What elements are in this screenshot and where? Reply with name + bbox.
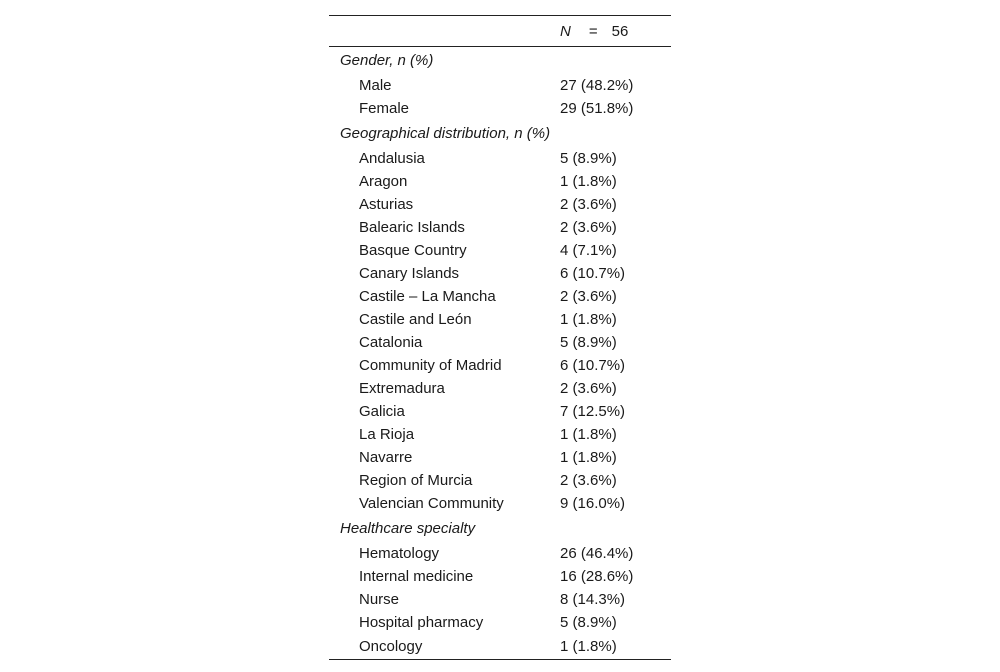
table-row (329, 97, 671, 120)
row-label: Aragon (359, 173, 408, 190)
row-value: 2 (3.6%) (560, 288, 617, 305)
table-row (329, 377, 671, 400)
table-row (329, 74, 671, 97)
table-row (329, 147, 671, 170)
row-value: 1 (1.8%) (560, 634, 671, 660)
row-label: Male (359, 77, 392, 94)
table-row (329, 611, 671, 634)
row-label: Hospital pharmacy (359, 614, 484, 631)
row-label: Community of Madrid (359, 357, 502, 374)
row-label: Hematology (359, 545, 440, 562)
row-value: 6 (10.7%) (560, 265, 626, 282)
table-body (329, 47, 671, 660)
row-value: 1 (1.8%) (560, 311, 617, 328)
row-label: Oncology (329, 634, 560, 660)
row-value: 16 (28.6%) (560, 568, 634, 585)
table-row (329, 354, 671, 377)
row-label: Castile – La Mancha (359, 288, 496, 305)
table-row (329, 446, 671, 469)
table-row (329, 239, 671, 262)
group-header-row (329, 120, 671, 147)
row-value: 8 (14.3%) (560, 591, 626, 608)
row-value: 1 (1.8%) (560, 426, 617, 443)
group-header-row (329, 515, 671, 542)
row-label: Nurse (359, 591, 400, 608)
table-row (329, 193, 671, 216)
row-value: 2 (3.6%) (560, 380, 617, 397)
table-row (329, 565, 671, 588)
equals-sign: = (588, 22, 598, 40)
table-header-row (329, 16, 671, 47)
group-title: Gender, n (%) (340, 52, 434, 69)
row-label: Castile and León (359, 311, 472, 328)
row-value: 2 (3.6%) (560, 196, 617, 213)
row-label: Catalonia (359, 334, 423, 351)
group-title: Healthcare specialty (340, 520, 476, 537)
table-row (329, 400, 671, 423)
row-value: 4 (7.1%) (560, 242, 617, 259)
row-value: 5 (8.9%) (560, 614, 617, 631)
table-row (329, 308, 671, 331)
row-label: Galicia (359, 403, 405, 420)
row-label: Basque Country (359, 242, 467, 259)
group-title: Geographical distribution, n (%) (340, 125, 551, 142)
demographics-table-container (329, 15, 671, 660)
row-value: 7 (12.5%) (560, 403, 626, 420)
row-label: Internal medicine (359, 568, 474, 585)
row-label: Balearic Islands (359, 219, 465, 236)
table-row (329, 331, 671, 354)
row-label: Region of Murcia (359, 472, 473, 489)
header-label-cell (329, 16, 560, 47)
row-value: 1 (1.8%) (560, 449, 617, 466)
row-label: Navarre (359, 449, 413, 466)
row-label: Valencian Community (359, 495, 504, 512)
row-value: 5 (8.9%) (560, 334, 617, 351)
demographics-table (329, 15, 671, 660)
row-value: 5 (8.9%) (560, 150, 617, 167)
row-value: 1 (1.8%) (560, 173, 617, 190)
row-value: 9 (16.0%) (560, 495, 626, 512)
row-value: 6 (10.7%) (560, 357, 626, 374)
table-row (329, 423, 671, 446)
n-symbol: N (560, 22, 571, 40)
table-row (329, 469, 671, 492)
table-row (329, 492, 671, 515)
row-label: Extremadura (359, 380, 445, 397)
row-value: 2 (3.6%) (560, 472, 617, 489)
row-value: 29 (51.8%) (560, 100, 634, 117)
row-value: 26 (46.4%) (560, 545, 634, 562)
row-label: La Rioja (359, 426, 415, 443)
table-row (329, 216, 671, 239)
row-value: 2 (3.6%) (560, 219, 617, 236)
row-label: Female (359, 100, 410, 117)
row-label: Andalusia (359, 150, 425, 167)
table-row (329, 588, 671, 611)
table-row (329, 542, 671, 565)
row-value: 27 (48.2%) (560, 77, 634, 94)
row-label: Asturias (359, 196, 414, 213)
table-row (329, 170, 671, 193)
table-row (329, 285, 671, 308)
row-label: Canary Islands (359, 265, 460, 282)
sample-size-header (560, 16, 671, 47)
n-value: 56 (611, 22, 629, 40)
table-row (329, 634, 671, 660)
table-row (329, 262, 671, 285)
group-header-row (329, 47, 671, 75)
